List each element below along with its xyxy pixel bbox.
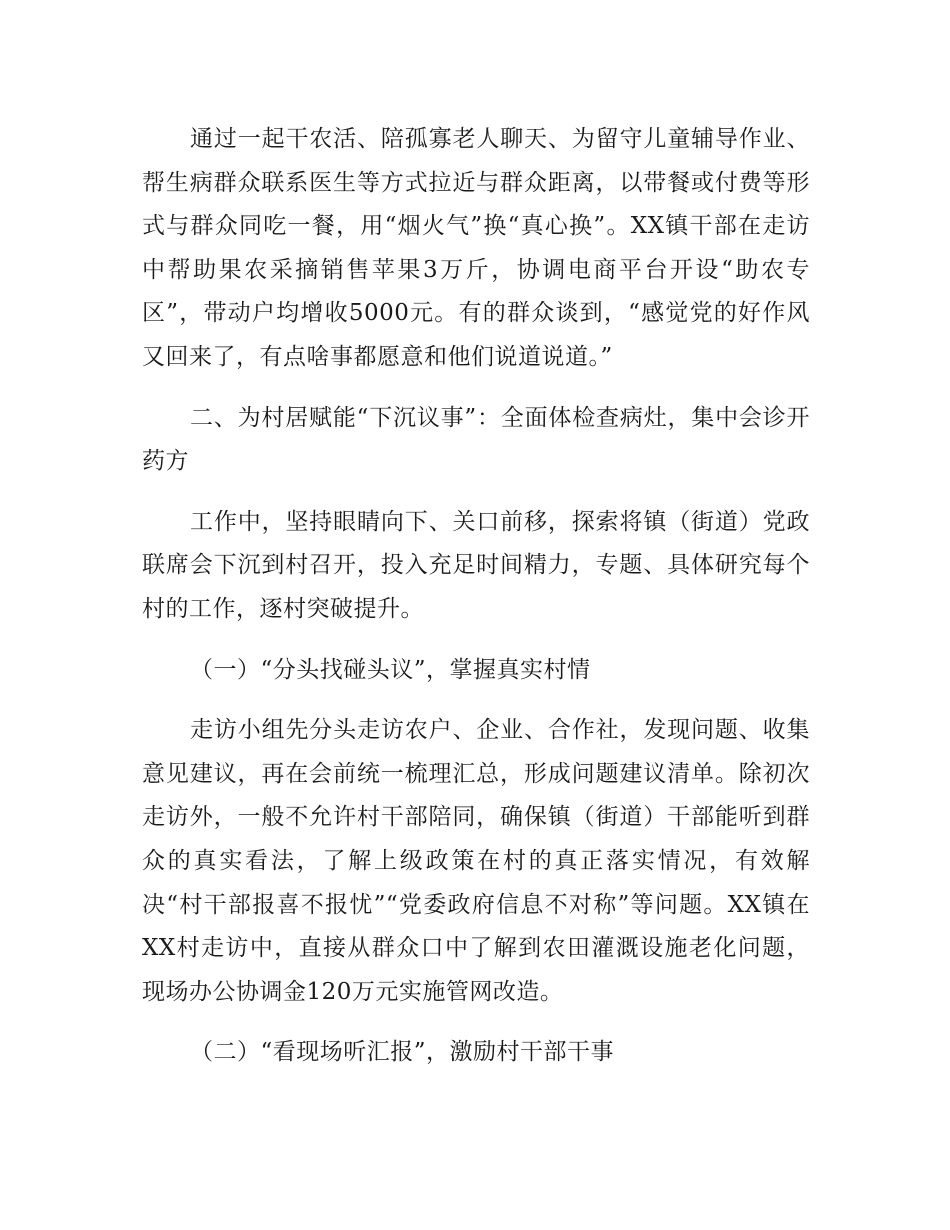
subsection-heading: （一）“分头找碰头议”，掌握真实村情 [190, 656, 591, 683]
body-paragraph: 通过一起干农活、陪孤寡老人聊天、为留守儿童辅导作业、帮生病群众联系医生等方式拉近与群众距离，以带餐或付费等形式与群众同吃一餐，用“烟火气”换“真心换”。XX镇干部在走访中帮助果农采摘销售苹果3万斤，协调电商平台开设“助农专区”，带动户均增收5000元。有的群众谈到，“感觉党的好作风又回来了，有点啥事都愿意和他们说道说道。” [142, 126, 810, 370]
document-page [142, 118, 810, 1092]
body-paragraph: 工作中，坚持眼睛向下、关口前移，探索将镇（街道）党政联席会下沉到村召开，投入充足时间精力，专题、具体研究每个村的工作，逐村突破提升。 [142, 508, 810, 622]
subsection-heading: （二）“看现场听汇报”，激励村干部干事 [190, 1039, 615, 1066]
section-heading: 二、为村居赋能“下沉议事”：全面体检查病灶，集中会诊开药方 [142, 404, 810, 475]
body-paragraph: 走访小组先分头走访农户、企业、合作社，发现问题、收集意见建议，再在会前统一梳理汇总，形成问题建议清单。除初次走访外，一般不允许村干部陪同，确保镇（街道）干部能听到群众的真实看法，了解上级政策在村的真正落实情况，有效解决“村干部报喜不报忧”“党委政府信息不对称”等问题。XX镇在XX村走访中，直接从群众口中了解到农田灌溉设施老化问题，现场办公协调金120万元实施管网改造。 [142, 717, 810, 1005]
